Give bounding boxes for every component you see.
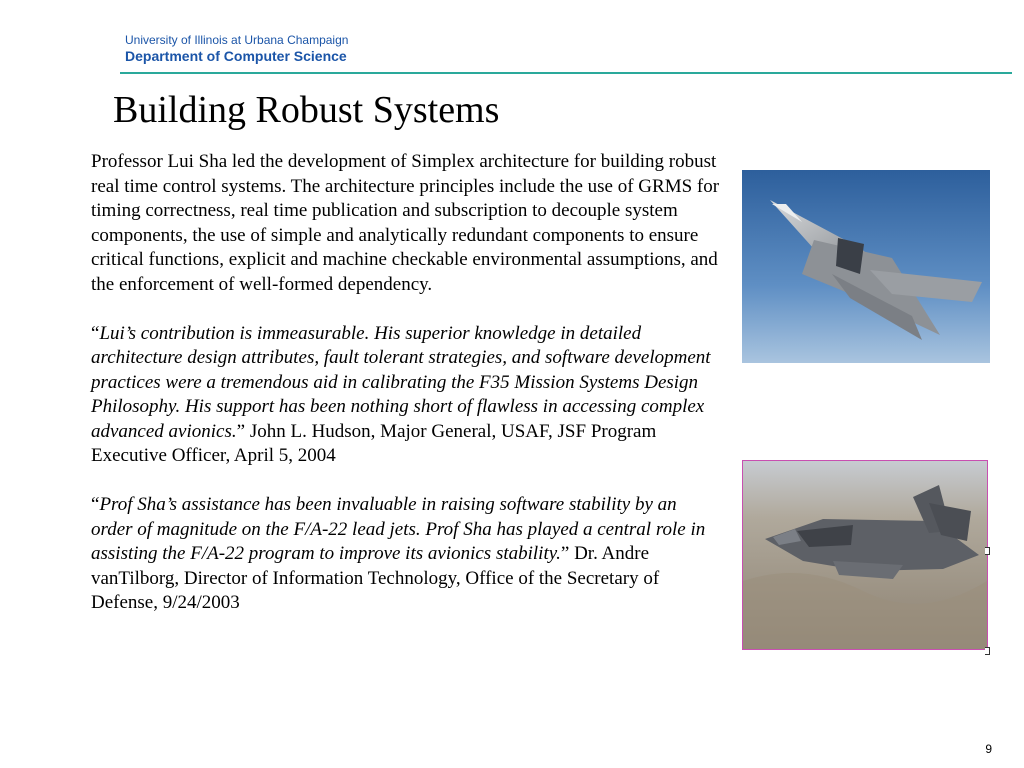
quote-hudson bbox=[91, 322, 721, 469]
header-divider bbox=[120, 72, 1012, 74]
fighter-jet-desert-graphic bbox=[743, 461, 987, 649]
resize-handle bbox=[985, 547, 990, 555]
fighter-jet-desert-image bbox=[742, 460, 988, 650]
quote-text: Prof Sha’s assistance has been invaluable in raising software stability by an order of magnitude on the F/A-22 lead jets. Prof Sha has played a central role in assisting the F/A-22 program to improve its avionics stability. bbox=[91, 494, 706, 564]
quote-open-mark: “ bbox=[91, 322, 100, 344]
quote-text: Lui’s contribution is immeasurable. His superior knowledge in detailed architecture design attributes, fault tolerant strategies, and software development practices were a tremendous aid in calibrating the F35 Mission Systems Design Philosophy. His support has been nothing short of flawless in accessing complex advanced avionics. bbox=[91, 322, 711, 442]
fighter-jet-sky-graphic bbox=[742, 170, 990, 363]
quote-open-mark: “ bbox=[91, 494, 100, 515]
university-name: University of Illinois at Urbana Champaign bbox=[125, 33, 349, 47]
page-number: 9 bbox=[985, 742, 992, 756]
department-name: Department of Computer Science bbox=[125, 48, 347, 64]
resize-handle bbox=[985, 647, 990, 655]
quote-attribution: Dr. Andre vanTilborg, Director of Information Technology, Office of the Secretary of Defense, 9/24/2003 bbox=[91, 543, 660, 613]
quote-close-mark: ” bbox=[560, 543, 570, 564]
quote-attribution: John L. Hudson, Major General, USAF, JSF Program Executive Officer, April 5, 2004 bbox=[91, 420, 657, 466]
quote-vantilborg bbox=[91, 493, 721, 616]
fighter-jet-sky-image bbox=[742, 170, 990, 363]
slide-body bbox=[91, 150, 721, 640]
slide-title: Building Robust Systems bbox=[113, 89, 500, 131]
header bbox=[125, 33, 348, 65]
intro-paragraph: Professor Lui Sha led the development of Simplex architecture for building robust real time control systems. The architecture principles include the use of GRMS for timing correctness, real time publication and subscription to decouple system components, the use of simple and analytically redundant components to ensure critical functions, explicit and machine checkable environmental assumptions, and the enforcement of well-formed dependency. bbox=[91, 151, 720, 295]
quote-close-mark: ” bbox=[236, 420, 246, 442]
